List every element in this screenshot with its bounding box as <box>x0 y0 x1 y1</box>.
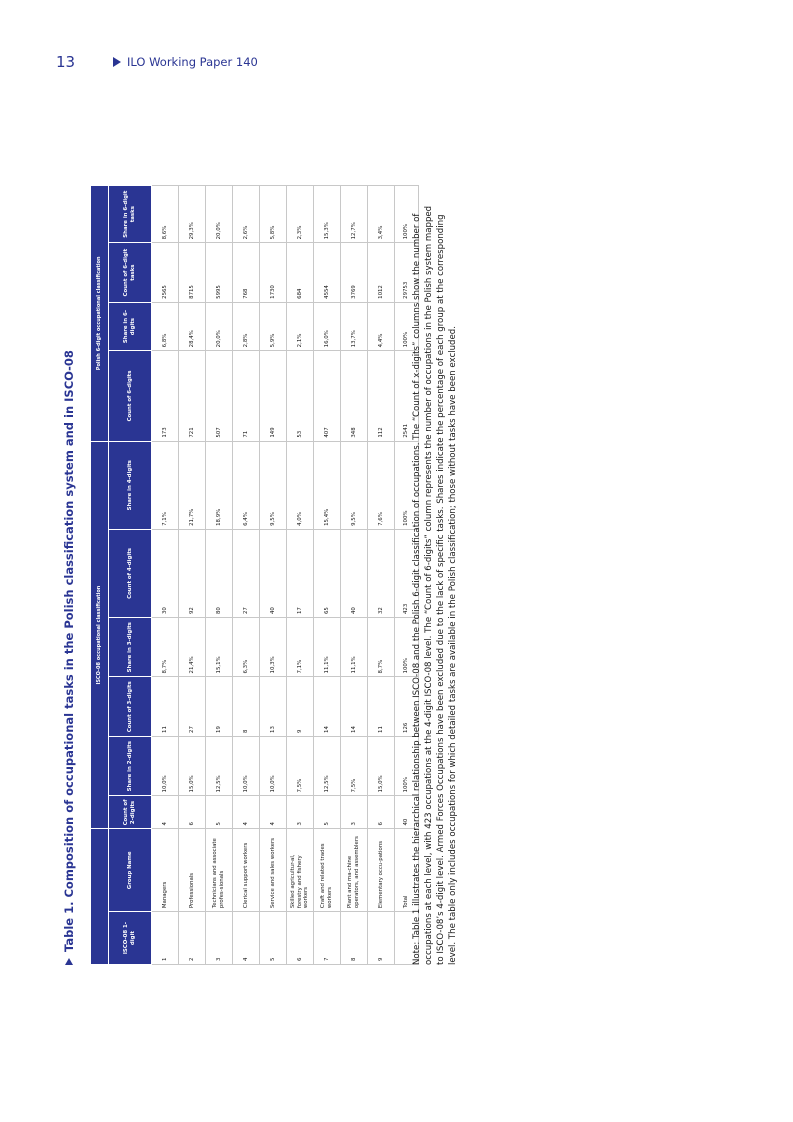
table-cell: 15,0% <box>179 736 206 795</box>
table-cell: 20,0% <box>206 186 233 243</box>
group-header-isco: ISCO-08 occupational classification <box>91 441 109 829</box>
table-row <box>152 186 179 965</box>
column-header: Share in 6-digit tasks <box>109 186 152 243</box>
table-cell: Technicians and associate profes-sionals <box>206 829 233 912</box>
rotated-table-block <box>60 175 480 965</box>
table-cell: 12,5% <box>206 736 233 795</box>
table-cell: 21,4% <box>179 618 206 677</box>
table-row <box>287 186 314 965</box>
table-cell: 4554 <box>314 243 341 302</box>
table-cell: 8,7% <box>368 618 395 677</box>
table-cell: Skilled agricultur-al, forestry and fishery workers <box>287 829 314 912</box>
table-cell: 40 <box>395 796 419 829</box>
column-header: Count of 3-digits <box>109 677 152 736</box>
table-cell: 3769 <box>341 243 368 302</box>
table-row <box>233 186 260 965</box>
table-cell: 32 <box>368 529 395 617</box>
table-cell: 8,7% <box>152 618 179 677</box>
table-cell: 2,3% <box>287 186 314 243</box>
table-cell: 15,1% <box>206 618 233 677</box>
column-header: Group Name <box>109 829 152 912</box>
table-cell: 1730 <box>260 243 287 302</box>
table-cell: 30 <box>152 529 179 617</box>
occupation-table <box>90 185 419 965</box>
table-body <box>152 186 419 965</box>
table-cell: 4 <box>233 912 260 965</box>
table-cell: 27 <box>233 529 260 617</box>
column-header: Count of 6-digits <box>109 351 152 441</box>
table-cell: 9,5% <box>341 441 368 529</box>
table-cell: 53 <box>287 351 314 441</box>
table-cell: 2,8% <box>233 302 260 350</box>
column-header: Count of 6-digit tasks <box>109 243 152 302</box>
table-cell: 507 <box>206 351 233 441</box>
table-cell: 80 <box>206 529 233 617</box>
column-header: Share in 2-digits <box>109 736 152 795</box>
table-cell: 10,3% <box>260 618 287 677</box>
table-cell: 10,0% <box>260 736 287 795</box>
table-cell: 28,4% <box>179 302 206 350</box>
table-cell: 7,6% <box>368 441 395 529</box>
table-cell: 3 <box>341 796 368 829</box>
page-number: 13 <box>56 53 76 71</box>
table-cell: 348 <box>341 351 368 441</box>
table-cell: 7,5% <box>287 736 314 795</box>
table-cell: 2565 <box>152 243 179 302</box>
table-cell: 2541 <box>395 351 419 441</box>
table-cell: 7 <box>314 912 341 965</box>
table-cell: 7,1% <box>287 618 314 677</box>
table-cell: 100% <box>395 441 419 529</box>
table-cell: 29,3% <box>179 186 206 243</box>
table-cell: 19 <box>206 677 233 736</box>
table-cell: Service and sales workers <box>260 829 287 912</box>
table-cell: 20,0% <box>206 302 233 350</box>
column-header: Share in 6-digits <box>109 302 152 350</box>
table-note: Note: Table 1 illustrates the hierarchical relationship between ISCO-08 and the Polish 6-digit classification of occupations. The “Count of x-digits” columns show the number of occupations at each level, with 423 occupations at the 4-digit ISCO-08 level. The “Count of 6-digits” column represents the number of occupations in the Polish system mapped to ISCO-08’s 4-digit level. Armed Forces Occupations have been excluded due to the lack of specific tasks. Shares indicate the percentage of each group at the corresponding level. The table only includes occupations for which detailed tasks are available in the Polish classification; those without tasks have been excluded. <box>412 205 458 965</box>
table-cell: 768 <box>233 243 260 302</box>
table-cell: 9 <box>287 677 314 736</box>
running-head-text: ILO Working Paper 140 <box>127 55 258 69</box>
table-cell: Elementary occu-pations <box>368 829 395 912</box>
table-cell: 173 <box>152 351 179 441</box>
table-cell: 12,7% <box>341 186 368 243</box>
table-cell: 29753 <box>395 243 419 302</box>
table-cell: 40 <box>260 529 287 617</box>
triangle-bullet-icon <box>113 57 121 67</box>
table-cell: 1012 <box>368 243 395 302</box>
table-cell: 1 <box>152 912 179 965</box>
table-cell: 15,4% <box>314 441 341 529</box>
table-cell: 27 <box>179 677 206 736</box>
table-row <box>341 186 368 965</box>
table-cell: 126 <box>395 677 419 736</box>
table-cell: 3 <box>287 796 314 829</box>
table-cell: 8 <box>233 677 260 736</box>
column-header: Share in 3-digits <box>109 618 152 677</box>
table-cell: 4 <box>152 796 179 829</box>
table-title <box>60 350 78 965</box>
table-cell: 17 <box>287 529 314 617</box>
column-header-row <box>109 186 152 965</box>
table-cell: 100% <box>395 302 419 350</box>
triangle-bullet-icon <box>65 958 73 965</box>
table-row <box>179 186 206 965</box>
table-cell: 3,4% <box>368 186 395 243</box>
table-cell: 71 <box>233 351 260 441</box>
table-cell: 14 <box>341 677 368 736</box>
table-cell: 5995 <box>206 243 233 302</box>
table-cell: Managers <box>152 829 179 912</box>
table-cell: 13 <box>260 677 287 736</box>
table-cell: 6,8% <box>152 302 179 350</box>
table-cell: 423 <box>395 529 419 617</box>
table-row <box>314 186 341 965</box>
table-cell: 5 <box>314 796 341 829</box>
table-cell: 16,0% <box>314 302 341 350</box>
table-row <box>260 186 287 965</box>
column-header: Share in 4-digits <box>109 441 152 529</box>
table-cell: 100% <box>395 186 419 243</box>
column-header: Count of 2-digits <box>109 796 152 829</box>
table-cell: 4 <box>260 796 287 829</box>
table-cell: 40 <box>341 529 368 617</box>
table-cell: 11,1% <box>341 618 368 677</box>
table-cell: 8 <box>341 912 368 965</box>
table-cell: 7,5% <box>341 736 368 795</box>
table-cell: 9 <box>368 912 395 965</box>
table-cell: 18,9% <box>206 441 233 529</box>
table-cell: 10,0% <box>233 736 260 795</box>
table-cell: Plant and ma-chine operators, and assemblers <box>341 829 368 912</box>
table-cell: 6 <box>368 796 395 829</box>
table-cell: 6 <box>287 912 314 965</box>
table-cell: 100% <box>395 736 419 795</box>
group-header-blank <box>91 829 109 965</box>
table-cell: 6 <box>179 796 206 829</box>
table-cell: 92 <box>179 529 206 617</box>
table-row <box>206 186 233 965</box>
table-cell: Craft and related trades workers <box>314 829 341 912</box>
table-cell: 2,6% <box>233 186 260 243</box>
table-cell: 4,4% <box>368 302 395 350</box>
table-cell: 149 <box>260 351 287 441</box>
table-cell: 12,5% <box>314 736 341 795</box>
table-cell: 11 <box>368 677 395 736</box>
table-cell: 5,9% <box>260 302 287 350</box>
table-cell: 407 <box>314 351 341 441</box>
column-header: Count of 4-digits <box>109 529 152 617</box>
table-cell: 11 <box>152 677 179 736</box>
table-cell: 2 <box>179 912 206 965</box>
table-cell: 10,0% <box>152 736 179 795</box>
table-cell: 2,1% <box>287 302 314 350</box>
running-head <box>113 55 258 69</box>
table-cell: 3 <box>206 912 233 965</box>
table-title-text: Table 1. Composition of occupational tasks in the Polish classification system and in ISCO-08 <box>62 350 76 952</box>
table-cell: 4,0% <box>287 441 314 529</box>
table-cell: 13,7% <box>341 302 368 350</box>
column-header: ISCO-08 1-digit <box>109 912 152 965</box>
table-cell: 8,6% <box>152 186 179 243</box>
table-cell: 5 <box>260 912 287 965</box>
table-cell: 21,7% <box>179 441 206 529</box>
table-cell: 684 <box>287 243 314 302</box>
table-cell: 9,5% <box>260 441 287 529</box>
table-cell: Clerical support workers <box>233 829 260 912</box>
table-cell: 11,1% <box>314 618 341 677</box>
group-header-row <box>91 186 109 965</box>
table-row <box>368 186 395 965</box>
table-cell: Professionals <box>179 829 206 912</box>
table-cell: 6,3% <box>233 618 260 677</box>
group-header-polish: Polish 6-digit occupational classification <box>91 186 109 442</box>
table-cell: 65 <box>314 529 341 617</box>
table-cell: 100% <box>395 618 419 677</box>
table-cell: 15,0% <box>368 736 395 795</box>
table-cell: 721 <box>179 351 206 441</box>
table-cell: 14 <box>314 677 341 736</box>
table-cell: 5,8% <box>260 186 287 243</box>
table-cell: 7,1% <box>152 441 179 529</box>
table-cell: 6,4% <box>233 441 260 529</box>
table-cell: 4 <box>233 796 260 829</box>
table-cell: 5 <box>206 796 233 829</box>
table-cell: 15,3% <box>314 186 341 243</box>
table-cell: 8715 <box>179 243 206 302</box>
table-cell: Total <box>395 829 419 912</box>
table-cell: 112 <box>368 351 395 441</box>
